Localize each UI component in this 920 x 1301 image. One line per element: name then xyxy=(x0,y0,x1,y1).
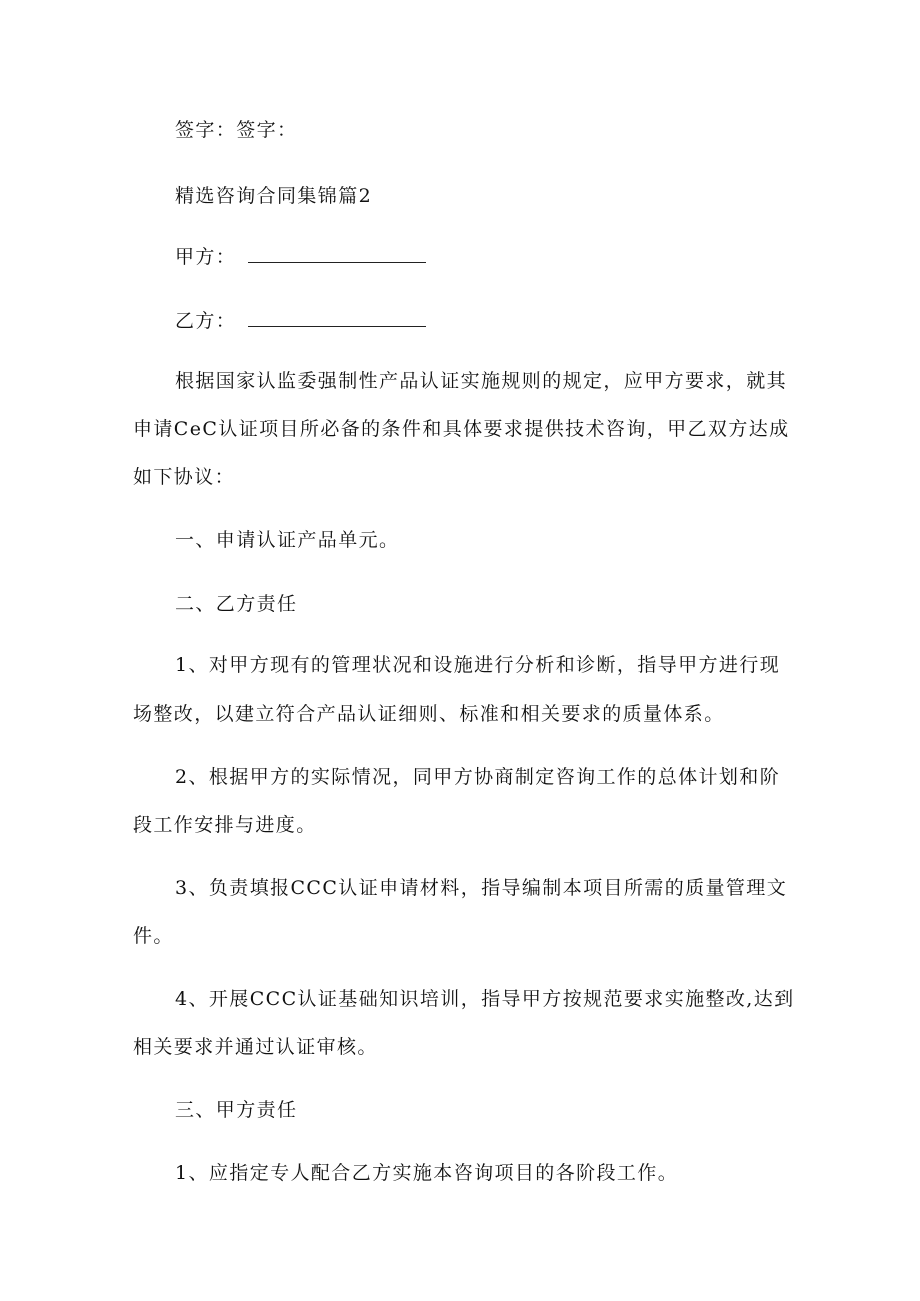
party-a-blank-line xyxy=(248,248,426,263)
section2-item1-line2: 场整改，以建立符合产品认证细则、标准和相关要求的质量体系。 xyxy=(133,703,725,725)
section2-item2-line2: 段工作安排与进度。 xyxy=(133,814,317,836)
party-a-label: 甲方： xyxy=(175,246,237,268)
section2-item2-line1: 2、根据甲方的实际情况，同甲方协商制定咨询工作的总体计划和阶 xyxy=(175,766,781,788)
section2-item3-line2: 件。 xyxy=(133,925,174,947)
section2-item3-line1: 3、负责填报CCC认证申请材料，指导编制本项目所需的质量管理文 xyxy=(175,877,788,899)
section3-item1: 1、应指定专人配合乙方实施本咨询项目的各阶段工作。 xyxy=(175,1162,679,1184)
section2-item4-line1: 4、开展CCC认证基础知识培训，指导甲方按规范要求实施整改,达到 xyxy=(175,988,795,1010)
section1-title: 一、申请认证产品单元。 xyxy=(175,529,400,551)
party-b-label: 乙方： xyxy=(175,310,237,332)
document-heading: 精选咨询合同集锦篇2 xyxy=(175,185,373,207)
party-a-row xyxy=(175,245,426,269)
section2-title: 二、乙方责任 xyxy=(175,593,298,615)
signature-line: 签字：签字： xyxy=(175,119,298,141)
party-b-row xyxy=(175,309,426,333)
intro-line-3: 如下协议： xyxy=(133,466,236,488)
intro-line-2: 申请CeC认证项目所必备的条件和具体要求提供技术咨询，甲乙双方达成 xyxy=(133,418,790,440)
section2-item1-line1: 1、对甲方现有的管理状况和设施进行分析和诊断，指导甲方进行现 xyxy=(175,654,781,676)
section3-title: 三、甲方责任 xyxy=(175,1099,298,1121)
section2-item4-line2: 相关要求并通过认证审核。 xyxy=(133,1036,378,1058)
party-b-blank-line xyxy=(248,312,426,327)
intro-line-1: 根据国家认监委强制性产品认证实施规则的规定，应甲方要求，就其 xyxy=(175,370,788,392)
